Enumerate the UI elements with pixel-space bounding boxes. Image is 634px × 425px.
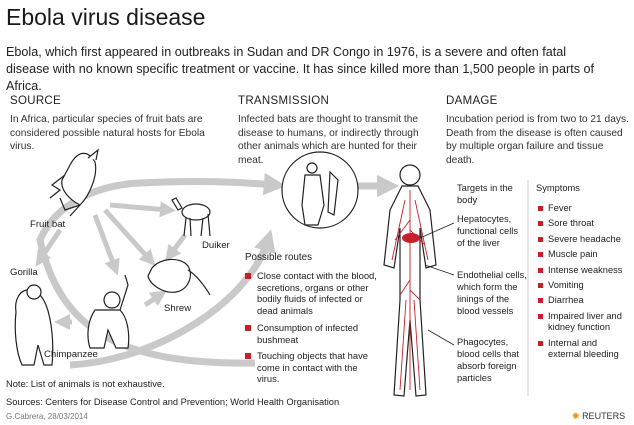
note-text: Note: List of animals is not exhaustive. (6, 379, 165, 389)
symptom-item: Intense weakness (548, 265, 628, 276)
gorilla-label: Gorilla (10, 267, 38, 278)
route-item: Consumption of infected bushmeat (245, 322, 380, 345)
fruit-bat-label: Fruit bat (30, 219, 66, 230)
credit-text: G.Cabrera, 28/03/2014 (6, 412, 88, 421)
reuters-dots-icon: ✺ (572, 411, 580, 421)
route-item: Touching objects that have come in contact with the virus. (245, 350, 380, 385)
symptom-item: Vomiting (548, 280, 628, 291)
symptom-item: Impaired liver and kidney function (548, 311, 628, 334)
target-item: Endothelial cells, which form the linings of the blood vessels (457, 270, 527, 316)
shrew-illustration (148, 259, 210, 295)
symptom-item: Diarrhea (548, 295, 628, 306)
intro-text: Ebola, which first appeared in outbreaks in Sudan and DR Congo in 1976, is a severe and often fatal disease with no known specific treatment or vaccine. It has since killed more than 1,500 people in parts of Africa. (6, 45, 595, 93)
routes-heading: Possible routes (245, 252, 312, 263)
liver-illustration (402, 233, 420, 243)
symptom-item: Fever (548, 203, 628, 214)
targets-heading: Targets in the body (457, 183, 513, 205)
target-item: Phagocytes, blood cells that absorb foreign particles (457, 337, 520, 383)
source-heading: SOURCE (10, 95, 62, 107)
source-text: In Africa, particular species of fruit bats are considered possible natural hosts for Ebola virus. (10, 114, 205, 152)
chimpanzee-label: Chimpanzee (44, 349, 98, 360)
symptom-item: Muscle pain (548, 249, 628, 260)
transmission-heading: TRANSMISSION (238, 95, 330, 107)
symptom-item: Severe headache (548, 234, 628, 245)
route-item: Close contact with the blood, secretions, organs or other bodily fluids of infected or dead animals (245, 270, 380, 316)
possible-routes-block (245, 252, 380, 392)
symptoms-list (538, 203, 628, 360)
page-title: Ebola virus disease (6, 4, 206, 30)
duiker-label: Duiker (202, 240, 230, 251)
symptom-item: Sore throat (548, 218, 628, 229)
duiker-illustration (172, 198, 210, 236)
damage-heading: DAMAGE (446, 95, 498, 107)
transmission-text: Infected bats are thought to transmit the disease to humans, or indirectly through other animals which are hunted for their meat. (238, 114, 419, 166)
shrew-label: Shrew (164, 303, 192, 314)
sources-text: Sources: Centers for Disease Control and Prevention; World Health Organisation (6, 397, 340, 407)
reuters-logo: ✺ REUTERS (572, 411, 626, 421)
symptom-item: Internal and external bleeding (548, 338, 628, 361)
fruit-bat-illustration (50, 150, 98, 216)
target-item: Hepatocytes, functional cells of the liver (457, 214, 518, 248)
symptoms-heading: Symptoms (536, 183, 580, 193)
damage-text: Incubation period is from two to 21 days. Death from the disease is often caused by multiple organ failure and tissue death. (446, 114, 629, 166)
